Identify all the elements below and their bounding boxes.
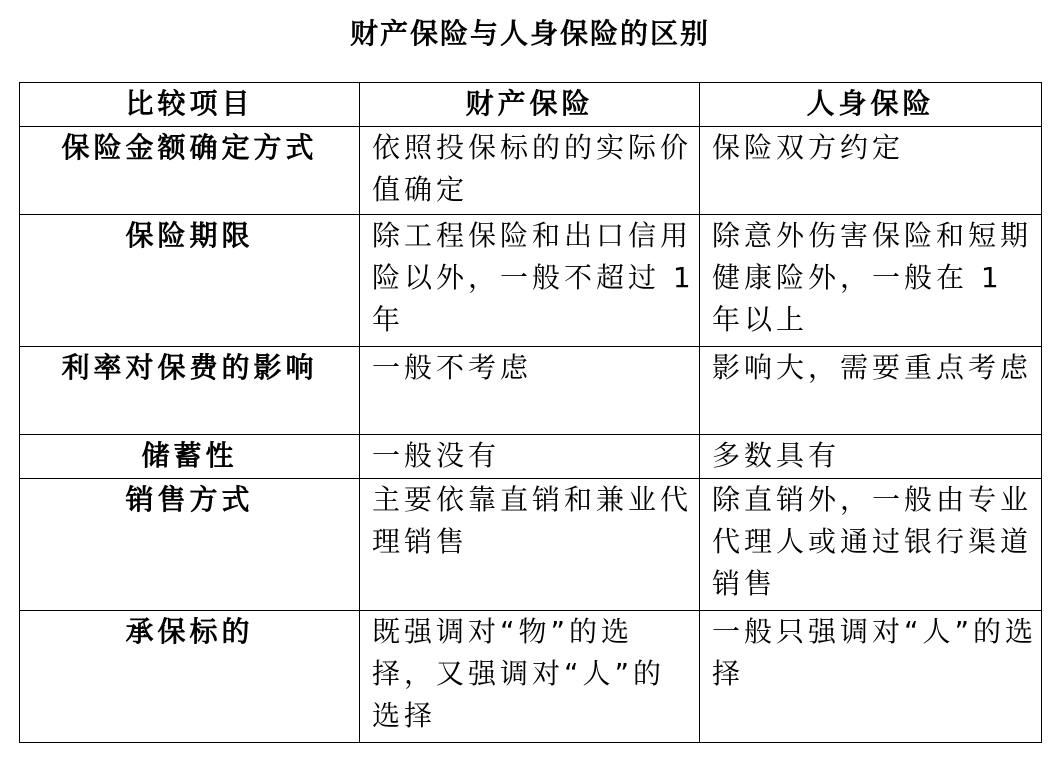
header-comparison-item: 比较项目: [20, 83, 360, 127]
life-cell: 除直销外，一般由专业代理人或通过银行渠道销售: [700, 479, 1042, 611]
page-title: 财产保险与人身保险的区别: [349, 17, 710, 50]
property-cell: 一般没有: [360, 435, 700, 479]
life-cell: 多数具有: [700, 435, 1042, 479]
header-property-insurance: 财产保险: [360, 83, 700, 127]
property-cell: 既强调对“物”的选择，又强调对“人”的选择: [360, 611, 700, 743]
table-row: [20, 611, 1042, 743]
row-label: 储蓄性: [20, 435, 360, 479]
row-label: 保险金额确定方式: [20, 127, 360, 215]
row-label: 利率对保费的影响: [20, 347, 360, 435]
property-cell: 一般不考虑: [360, 347, 700, 435]
property-cell: 除工程保险和出口信用险以外，一般不超过 1 年: [360, 215, 700, 347]
comparison-table: [19, 82, 1042, 743]
property-cell: 主要依靠直销和兼业代理销售: [360, 479, 700, 611]
header-life-insurance: 人身保险: [700, 83, 1042, 127]
table-row: [20, 435, 1042, 479]
table-row: [20, 479, 1042, 611]
life-cell: 除意外伤害保险和短期健康险外，一般在 1 年以上: [700, 215, 1042, 347]
row-label: 保险期限: [20, 215, 360, 347]
row-label: 销售方式: [20, 479, 360, 611]
table-row: [20, 215, 1042, 347]
header-row: [20, 83, 1042, 127]
property-cell: 依照投保标的的实际价值确定: [360, 127, 700, 215]
life-cell: 影响大，需要重点考虑: [700, 347, 1042, 435]
table-row: [20, 127, 1042, 215]
life-cell: 一般只强调对“人”的选择: [700, 611, 1042, 743]
life-cell: 保险双方约定: [700, 127, 1042, 215]
table-row: [20, 347, 1042, 435]
row-label: 承保标的: [20, 611, 360, 743]
